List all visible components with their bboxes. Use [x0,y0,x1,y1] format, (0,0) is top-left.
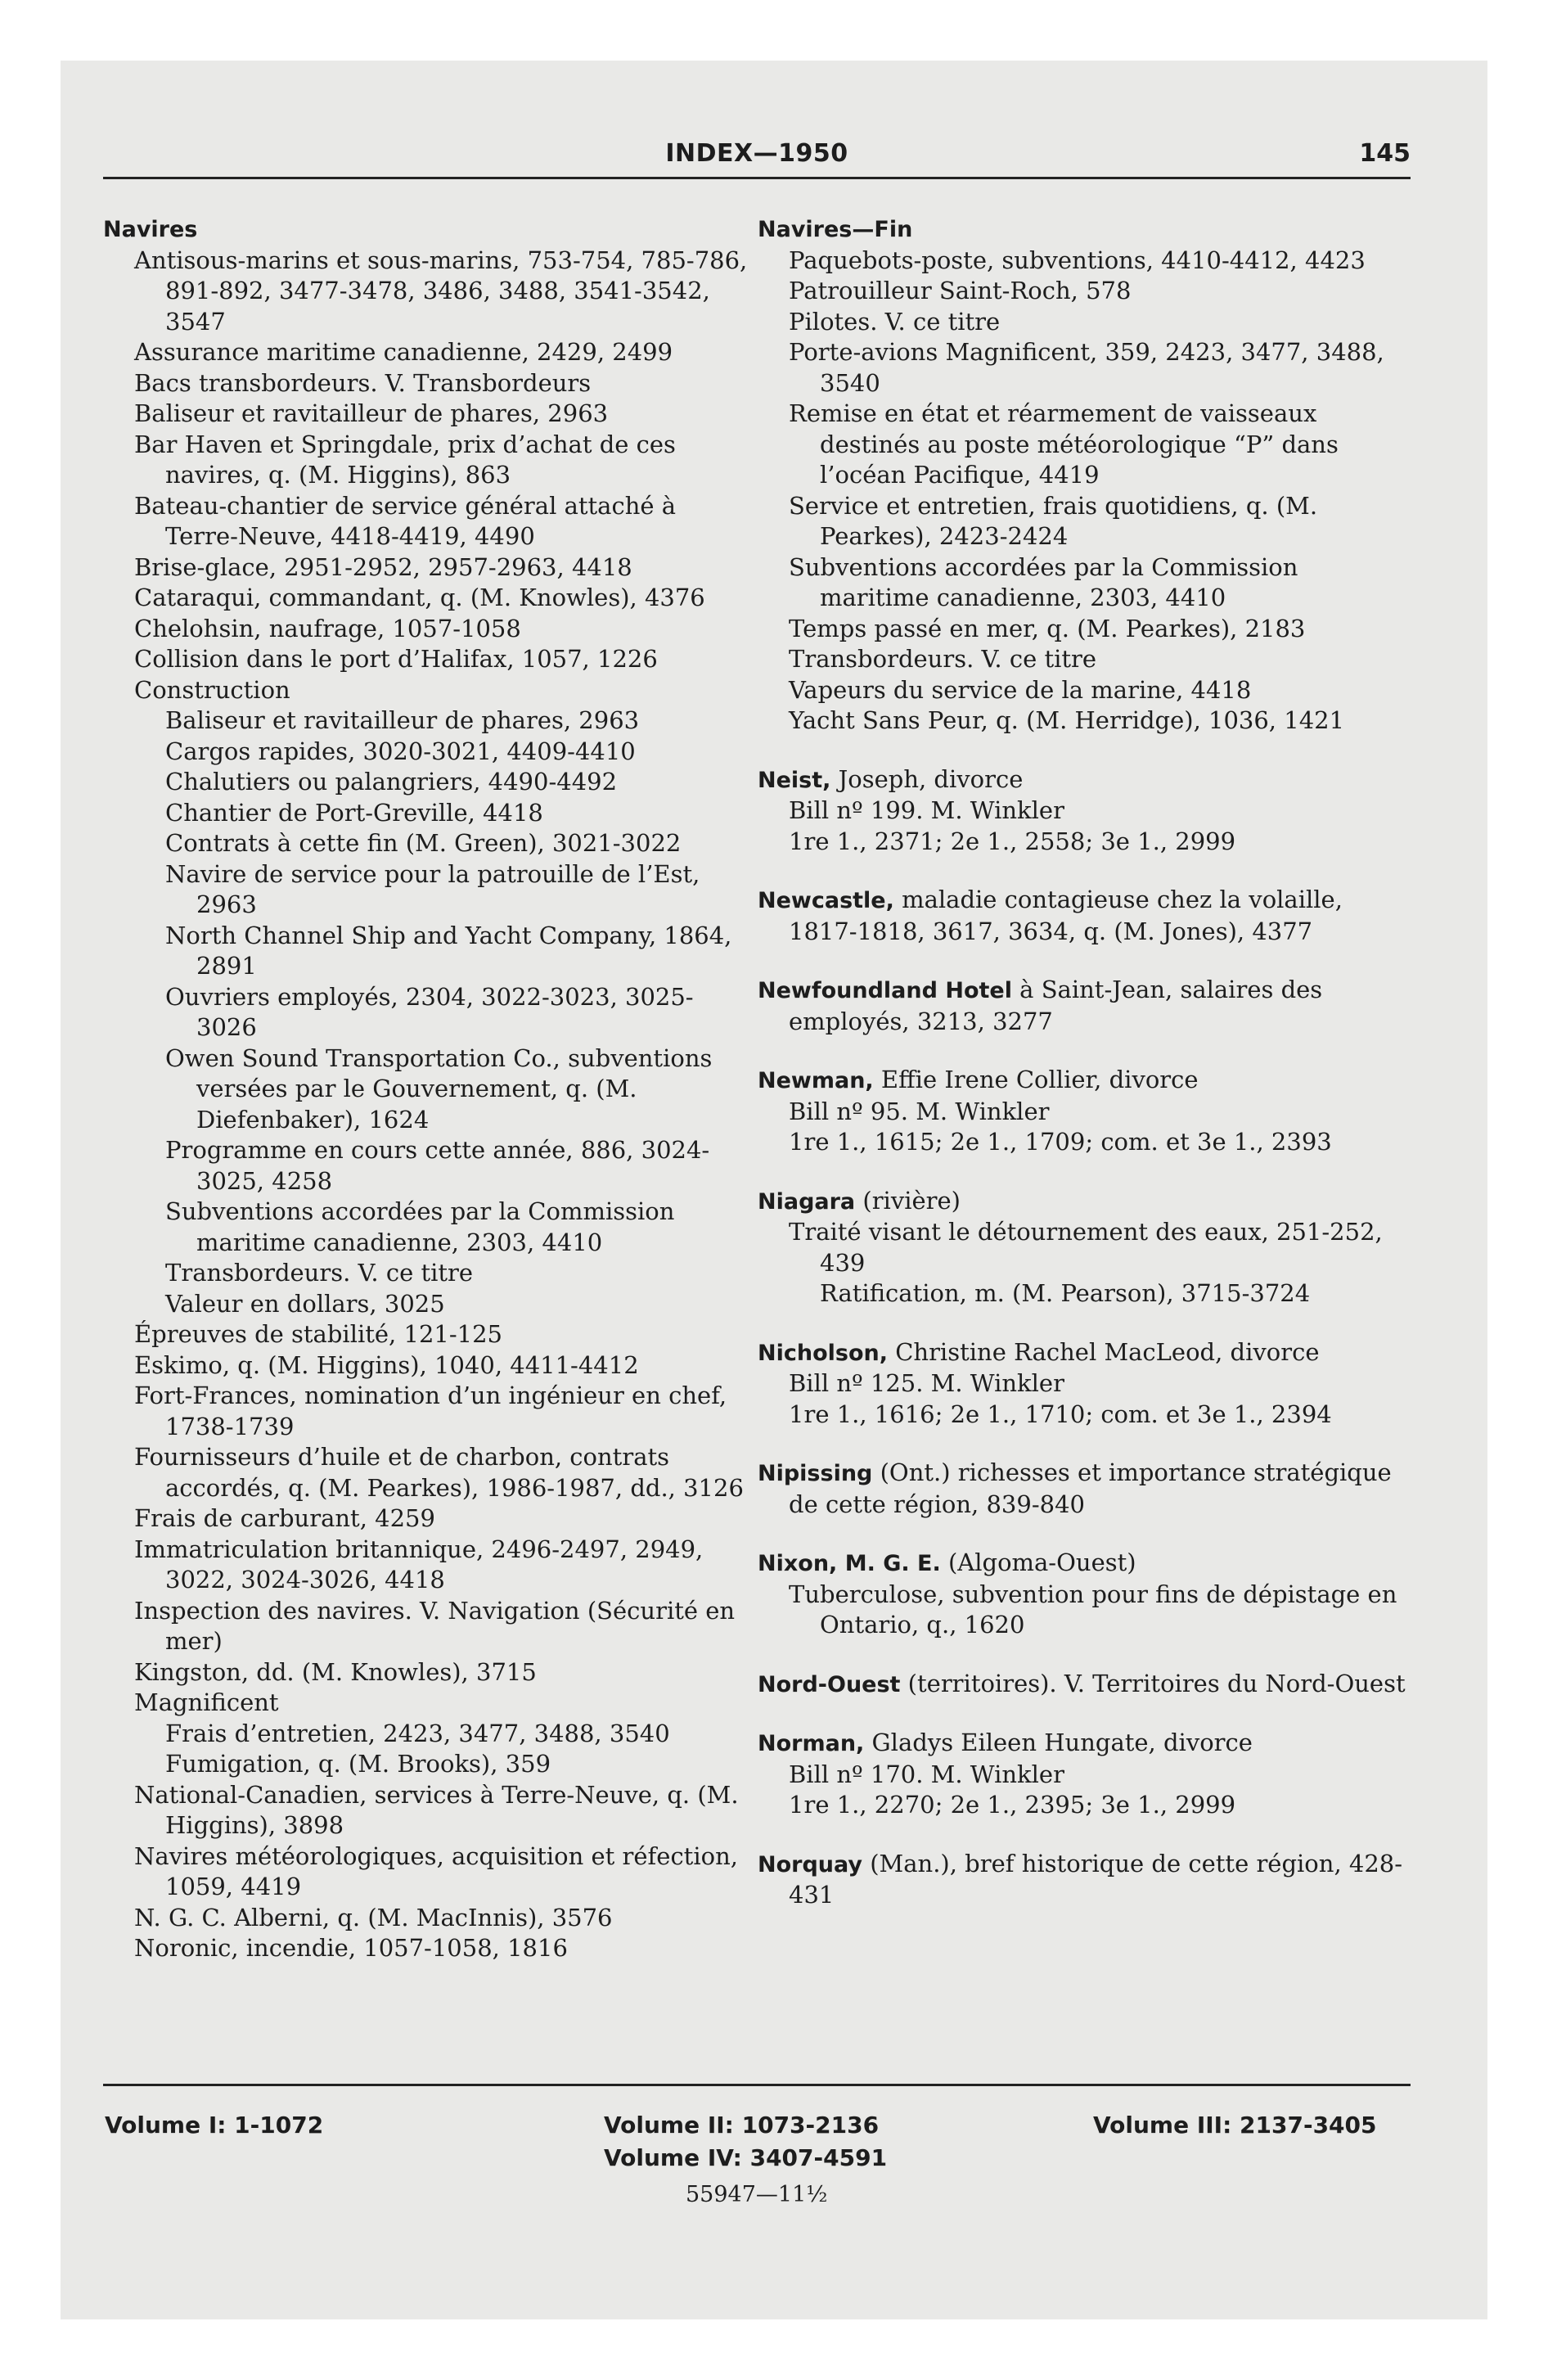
printer-stamp: 55947—11½ [686,2182,828,2207]
index-subentry: Antisous-marins et sous-marins, 753-754, 785-786, 891-892, 3477-3478, 3486, 3488, 3541-3542, 3547 [134,246,748,336]
index-subentry: Chantier de Port-Greville, 4418 [165,798,543,827]
index-subentry: Bateau-chantier de service général attaché à Terre-Neuve, 4418-4419, 4490 [134,491,677,550]
index-heading-entry: Newman, Effie Irene Collier, divorce [758,1066,1199,1093]
index-headword: Norquay [758,1851,862,1877]
index-subentry: Bacs transbordeurs. V. Transbordeurs [134,368,592,397]
index-headword: Neist, [758,767,831,793]
index-subentry: Paquebots-poste, subventions, 4410-4412, 4423 [789,246,1366,274]
index-subentry: Eskimo, q. (M. Higgins), 1040, 4411-4412 [134,1350,639,1379]
index-subentry: Subventions accordées par la Commission maritime canadienne, 2303, 4410 [165,1197,675,1256]
index-subentry: Patrouilleur Saint-Roch, 578 [789,277,1132,304]
index-subentry: Épreuves de stabilité, 121-125 [134,1320,502,1348]
index-subentry: Collision dans le port d’Halifax, 1057, 1226 [134,645,658,673]
index-subentry: Fort-Frances, nomination d’un ingénieur en chef, 1738-1739 [134,1382,727,1440]
index-subentry: Remise en état et réarmement de vaisseaux destinés au poste météorologique “P” dans l’océan Pacifique, 4419 [789,399,1339,489]
entry-spacer [758,1037,1412,1065]
index-subentry: Chelohsin, naufrage, 1057-1058 [134,614,521,642]
index-headword: Nord-Ouest [758,1671,901,1697]
index-headword: Nicholson, [758,1340,888,1366]
entry-spacer [758,1430,1412,1458]
index-subentry: Bill nº 199. M. Winkler [789,796,1064,824]
entry-spacer [758,737,1412,764]
page-number: 145 [1359,139,1411,168]
footer-volume-3: Volume III: 2137-3405 [1093,2112,1377,2139]
index-subentry: Bill nº 95. M. Winkler [789,1097,1050,1125]
index-column-right [758,214,1412,1911]
index-subentry: National-Canadien, services à Terre-Neuve, q. (M. Higgins), 3898 [134,1780,739,1839]
index-subentry: Owen Sound Transportation Co., subventions versées par le Gouvernement, q. (M. Diefenbaker), 1624 [165,1044,713,1134]
index-subentry: Navires météorologiques, acquisition et réfection, 1059, 4419 [134,1841,738,1900]
index-headword: Nipissing [758,1461,873,1486]
index-subentry: Yacht Sans Peur, q. (M. Herridge), 1036, 1421 [789,706,1345,734]
index-heading-entry: Neist, Joseph, divorce [758,764,1024,793]
index-headword: Norman, [758,1731,865,1756]
index-heading-entry: Norquay (Man.), bref historique de cette région, 428-431 [758,1849,1403,1909]
index-subentry: Cataraqui, commandant, q. (M. Knowles), 4376 [134,584,705,611]
index-subentry: Transbordeurs. V. ce titre [789,645,1097,673]
index-subentry: North Channel Ship and Yacht Company, 1864, 2891 [165,921,732,980]
index-subentry: Bill nº 170. M. Winkler [789,1760,1064,1788]
entry-spacer [758,1520,1412,1548]
header-rule [103,177,1411,179]
index-subentry: Frais de carburant, 4259 [134,1504,435,1532]
index-subentry: N. G. C. Alberni, q. (M. MacInnis), 3576 [134,1903,613,1931]
index-subentry: Vapeurs du service de la marine, 4418 [789,675,1252,704]
entry-spacer [758,947,1412,975]
footer-volume-4: Volume IV: 3407-4591 [604,2144,888,2171]
index-subentry: Transbordeurs. V. ce titre [165,1259,474,1287]
index-subentry: Frais d’entretien, 2423, 3477, 3488, 3540 [165,1719,670,1747]
index-headword: Nixon, M. G. E. [758,1551,941,1576]
index-subentry: Baliseur et ravitailleur de phares, 2963 [134,399,609,427]
index-subentry: Baliseur et ravitailleur de phares, 2963 [165,706,640,734]
index-subentry: Programme en cours cette année, 886, 3024-3025, 4258 [165,1136,710,1195]
entry-spacer [758,1641,1412,1669]
index-heading-entry: Nicholson, Christine Rachel MacLeod, divorce [758,1337,1320,1366]
index-subentry: Bill nº 125. M. Winkler [789,1369,1064,1397]
index-headword: Niagara [758,1188,856,1215]
index-subentry: 1re 1., 2371; 2e 1., 2558; 3e 1., 2999 [789,827,1236,855]
entry-spacer [758,857,1412,885]
index-subentry: Inspection des navires. V. Navigation (Sécurité en mer) [134,1596,736,1655]
index-subentry: Ratification, m. (M. Pearson), 3715-3724 [820,1279,1311,1307]
index-heading-entry: Nord-Ouest (territoires). V. Territoires du Nord-Ouest [758,1669,1406,1697]
page-title: INDEX—1950 [665,139,848,168]
index-subentry: Valeur en dollars, 3025 [165,1289,445,1318]
index-subentry: 1re 1., 1616; 2e 1., 1710; com. et 3e 1., 2394 [789,1400,1332,1428]
index-heading-entry: Norman, Gladys Eileen Hungate, divorce [758,1729,1253,1756]
entry-spacer [758,1821,1412,1849]
entry-spacer [758,1700,1412,1728]
index-heading-entry: Nixon, M. G. E. (Algoma-Ouest) [758,1548,1136,1576]
index-subentry: Immatriculation britannique, 2496-2497, 2949, 3022, 3024-3026, 4418 [134,1535,704,1593]
index-headword: Newcastle, [758,888,894,913]
index-column-left [103,214,749,1964]
footer-rule [103,2084,1411,2086]
entry-spacer [758,1158,1412,1186]
index-subentry: Brise-glace, 2951-2952, 2957-2963, 4418 [134,552,632,581]
index-subentry: Construction [134,675,290,704]
index-subentry: Chalutiers ou palangriers, 4490-4492 [165,768,618,796]
index-heading-entry: Navires [103,217,198,242]
footer-volume-2: Volume II: 1073-2136 [604,2112,880,2139]
index-subentry: Noronic, incendie, 1057-1058, 1816 [134,1934,568,1962]
index-heading-entry: Niagara (rivière) [758,1186,961,1215]
index-subentry: Kingston, dd. (M. Knowles), 3715 [134,1657,537,1686]
index-subentry: Contrats à cette fin (M. Green), 3021-3022 [165,829,682,857]
index-subentry: 1re 1., 2270; 2e 1., 2395; 3e 1., 2999 [789,1791,1236,1819]
index-heading-entry: Nipissing (Ont.) richesses et importance stratégique de cette région, 839-840 [758,1458,1392,1518]
index-subentry: Ouvriers employés, 2304, 3022-3023, 3025-3026 [165,982,694,1041]
index-subentry: Porte-avions Magnificent, 359, 2423, 3477, 3488, 3540 [789,338,1384,397]
index-heading-entry: Newfoundland Hotel à Saint-Jean, salaires des employés, 3213, 3277 [758,976,1323,1035]
index-subentry: Cargos rapides, 3020-3021, 4409-4410 [165,737,636,765]
entry-spacer [758,1309,1412,1337]
footer-volume-1: Volume I: 1-1072 [105,2112,324,2139]
page-header [103,136,1411,185]
index-subentry: Bar Haven et Springdale, prix d’achat de ces navires, q. (M. Higgins), 863 [134,430,676,489]
index-subentry: 1re 1., 1615; 2e 1., 1709; com. et 3e 1., 2393 [789,1128,1332,1156]
index-subentry: Tuberculose, subvention pour fins de dépistage en Ontario, q., 1620 [789,1580,1397,1639]
index-subentry: Service et entretien, frais quotidiens, q. (M. Pearkes), 2423-2424 [789,491,1318,550]
index-subentry: Fumigation, q. (M. Brooks), 359 [165,1750,551,1778]
index-subentry: Temps passé en mer, q. (M. Pearkes), 2183 [789,614,1306,642]
index-subentry: Subventions accordées par la Commission maritime canadienne, 2303, 4410 [789,552,1298,611]
index-subentry: Pilotes. V. ce titre [789,307,1001,336]
index-subentry: Fournisseurs d’huile et de charbon, contrats accordés, q. (M. Pearkes), 1986-1987, dd., 3126 [134,1443,744,1502]
index-subentry: Magnificent [134,1688,279,1716]
index-heading-entry: Newcastle, maladie contagieuse chez la volaille, 1817-1818, 3617, 3634, q. (M. Jones), 4377 [758,886,1343,945]
index-headword: Newman, [758,1068,874,1093]
index-subentry: Traité visant le détournement des eaux, 251-252, 439 [789,1218,1383,1277]
index-heading-entry: Navires—Fin [758,217,913,242]
index-headword: Newfoundland Hotel [758,978,1012,1003]
index-subentry: Assurance maritime canadienne, 2429, 2499 [134,338,673,366]
index-subentry: Navire de service pour la patrouille de l’Est, 2963 [165,859,700,918]
